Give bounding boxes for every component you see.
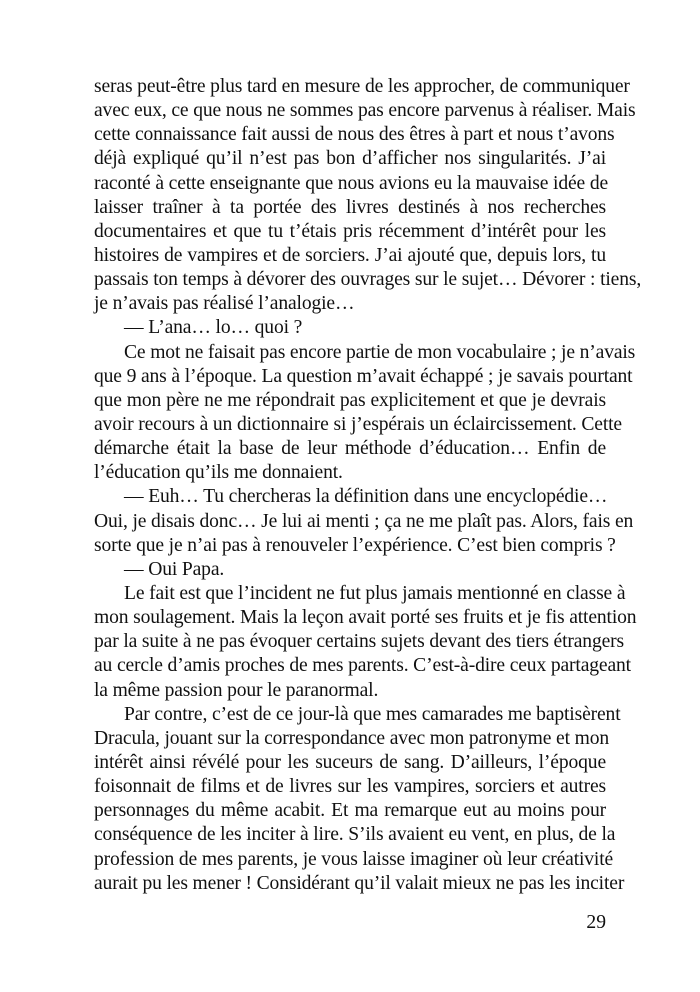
text-line: avec eux, ce que nous ne sommes pas encore parvenus à réaliser. Mais — [94, 100, 636, 122]
text-line: la même passion pour le paranormal. — [94, 679, 379, 701]
text-line: seras peut-être plus tard en mesure de les approcher, de communiquer — [94, 76, 630, 97]
text-line: passais ton temps à dévorer des ouvrages sur le sujet… Dévorer : tiens, — [94, 269, 642, 291]
text-line: je n’avais pas réalisé l’analogie… — [94, 293, 355, 315]
text-line: profession de mes parents, je vous laisse imaginer où leur créativité — [94, 848, 614, 870]
text-line: que 9 ans à l’époque. La question m’avait échappé ; je savais pourtant — [94, 365, 633, 387]
text-line: personnages du même acabit. Et ma remarque eut au moins pour — [94, 800, 606, 822]
text-line: déjà expliqué qu’il n’est pas bon d’afficher nos singularités. J’ai — [94, 148, 606, 170]
text-line: par la suite à ne pas évoquer certains sujets devant des tiers étrangers — [94, 631, 624, 653]
text-line: raconté à cette enseignante que nous avions eu la mauvaise idée de — [94, 172, 609, 194]
text-line: histoires de vampires et de sorciers. J’ai ajouté que, depuis lors, tu — [94, 244, 606, 266]
page-number: 29 — [586, 912, 606, 933]
text-line: — L’ana… lo… quoi ? — [124, 317, 303, 339]
text-line: conséquence de les inciter à lire. S’ils avaient eu vent, en plus, de la — [94, 824, 616, 846]
text-line: Dracula, jouant sur la correspondance avec mon patronyme et mon — [94, 727, 610, 749]
text-line: cette connaissance fait aussi de nous des êtres à part et nous t’avons — [94, 124, 615, 146]
text-line: Ce mot ne faisait pas encore partie de mon vocabulaire ; je n’avais — [124, 341, 636, 363]
text-line: démarche était la base de leur méthode d’éducation… Enfin de — [94, 438, 606, 460]
text-line: Oui, je disais donc… Je lui ai menti ; ça ne me plaît pas. Alors, fais en — [94, 510, 634, 532]
text-line: — Euh… Tu chercheras la définition dans une encyclopédie… — [124, 486, 608, 508]
text-line: Par contre, c’est de ce jour-là que mes camarades me baptisèrent — [124, 703, 621, 725]
text-line: aurait pu les mener ! Considérant qu’il valait mieux ne pas les inciter — [94, 872, 625, 894]
text-line: documentaires et que tu t’étais pris récemment d’intérêt pour les — [94, 220, 606, 242]
text-line: au cercle d’amis proches de mes parents. C’est-à-dire ceux partageant — [94, 655, 631, 677]
text-line: l’éducation qu’ils me donnaient. — [94, 462, 343, 484]
text-line: laisser traîner à ta portée des livres destinés à nos recherches — [94, 196, 606, 218]
text-line: mon soulagement. Mais la leçon avait porté ses fruits et je fis attention — [94, 607, 637, 629]
text-line: intérêt ainsi révélé pour les suceurs de sang. D’ailleurs, l’époque — [94, 751, 606, 773]
text-line: avoir recours à un dictionnaire si j’espérais un éclaircissement. Cette — [94, 413, 622, 435]
text-line: — Oui Papa. — [124, 558, 225, 580]
text-line: que mon père ne me répondrait pas explicitement et que je devrais — [94, 389, 606, 411]
text-line: Le fait est que l’incident ne fut plus jamais mentionné en classe à — [124, 582, 626, 604]
text-line: sorte que je n’ai pas à renouveler l’expérience. C’est bien compris ? — [94, 534, 616, 556]
text-line: foisonnait de films et de livres sur les vampires, sorciers et autres — [94, 776, 606, 798]
body-text — [94, 75, 642, 896]
